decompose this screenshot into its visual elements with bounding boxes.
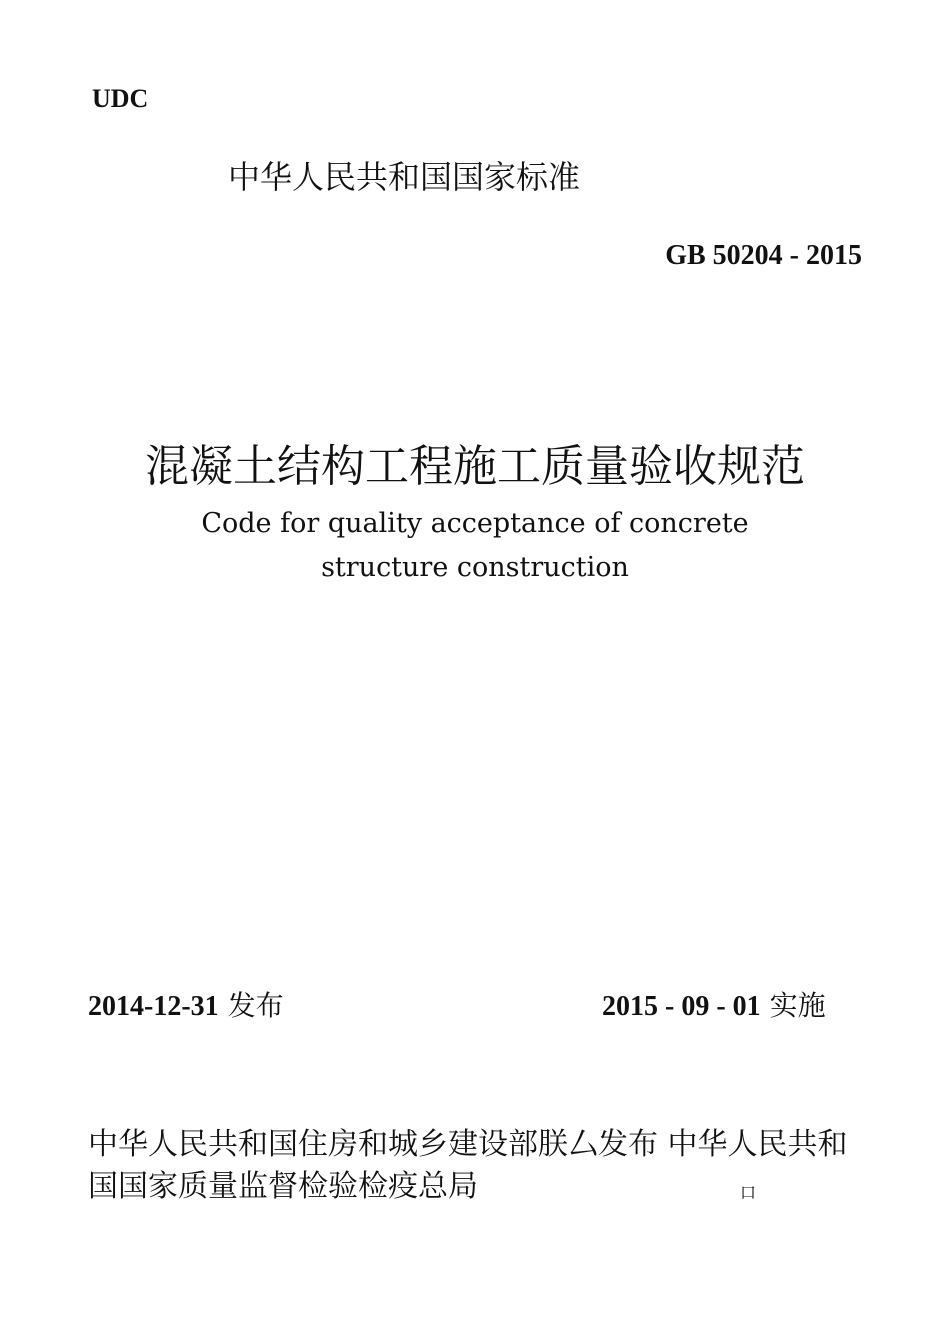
implement-date [602, 984, 826, 1024]
box-mark: 口 [740, 1183, 757, 1202]
standard-number: GB 50204 - 2015 [665, 240, 862, 271]
title-english [0, 502, 950, 590]
implement-date-value: 2015 - 09 - 01 [602, 991, 761, 1022]
udc-label: UDC [92, 84, 149, 113]
title-english-line-1: Code for quality acceptance of concrete [201, 508, 749, 539]
issue-date-value: 2014-12-31 [88, 991, 219, 1022]
title-chinese: 混凝土结构工程施工质量验收规范 [145, 441, 805, 492]
implement-date-label: 实施 [769, 989, 826, 1022]
title-english-line-2: structure construction [321, 552, 629, 583]
issue-date [88, 984, 284, 1024]
issue-date-label: 发布 [227, 989, 284, 1022]
publisher-line-2: 国国家质量监督检验检疫总局 [88, 1169, 478, 1204]
publisher-line-1: 中华人民共和国住房和城乡建设部朕厶发布 中华人民共和 [88, 1127, 848, 1162]
national-standard-heading: 中华人民共和国国家标准 [228, 158, 581, 196]
